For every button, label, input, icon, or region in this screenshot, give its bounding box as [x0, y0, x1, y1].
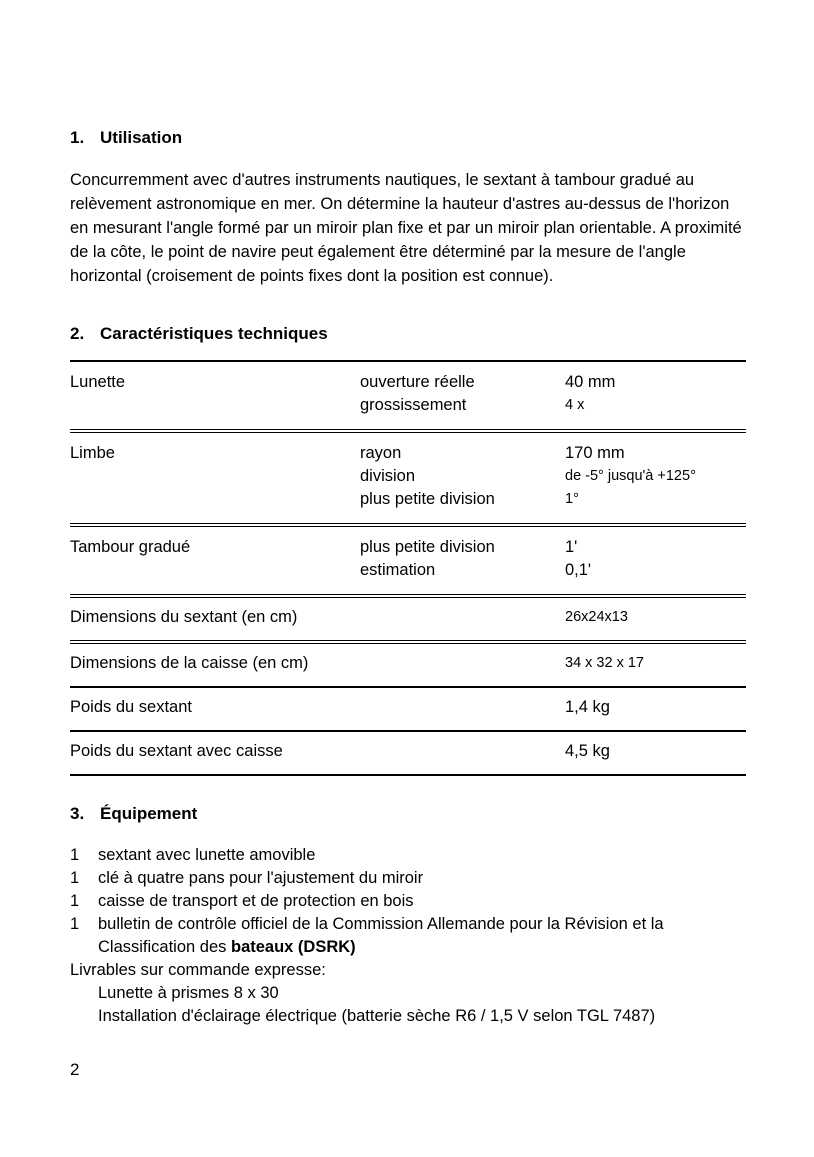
list-item	[70, 890, 746, 913]
row-label: Dimensions de la caisse (en cm)	[70, 654, 309, 672]
row-prop: ouverture réelle	[360, 373, 475, 391]
section-1-paragraph: Concurremment avec d'autres instruments nautiques, le sextant à tambour gradué au relèvement astronomique en mer. On détermine la hauteur d'astres au-dessus de l'horizon en mesurant l'angle formé par un miroir plan fixe et par un miroir plan orientable. A proximité de la côte, le point de navire peut également être déterminé par la mesure de l'angle horizontal (croisement de points fixes dont la position est connue).	[70, 171, 742, 285]
specs-table	[70, 360, 746, 776]
availability-note: Livrables sur commande expresse:	[70, 961, 326, 979]
row-prop: division	[360, 467, 416, 485]
page-number: 2	[70, 1060, 80, 1079]
section-1-number: 1.	[70, 128, 85, 147]
item-text	[98, 913, 746, 959]
row-label: Tambour gradué	[70, 538, 191, 556]
document-content	[70, 0, 746, 1028]
table-row-tambour	[70, 527, 746, 594]
item-text: clé à quatre pans pour l'ajustement du miroir	[98, 869, 424, 887]
section-3-number: 3.	[70, 804, 85, 823]
row-prop: plus petite division	[360, 538, 495, 556]
row-values	[565, 371, 746, 417]
row-value: 40 mm	[565, 373, 616, 391]
section-2-heading	[70, 324, 746, 344]
row-label: Poids du sextant	[70, 698, 192, 716]
item-qty: 1	[70, 869, 80, 887]
row-props	[360, 536, 565, 582]
section-2-number: 2.	[70, 324, 85, 343]
row-value: 4 x	[565, 397, 585, 413]
row-props	[360, 371, 565, 417]
table-row-dimensions-caisse	[70, 644, 746, 686]
row-prop: grossissement	[360, 396, 467, 414]
table-row-dimensions-sextant	[70, 598, 746, 640]
row-prop: plus petite division	[360, 490, 495, 508]
table-row-poids-sextant	[70, 688, 746, 730]
list-item	[70, 844, 746, 867]
item-text: caisse de transport et de protection en bois	[98, 892, 414, 910]
option-item: Lunette à prismes 8 x 30	[98, 984, 279, 1002]
option-item: Installation d'éclairage électrique (batterie sèche R6 / 1,5 V selon TGL 7487)	[98, 1007, 656, 1025]
row-value: 1°	[565, 491, 579, 507]
item-text-normal: bulletin de contrôle officiel de la Commission Allemande pour la Révision et la Classification des	[98, 915, 664, 956]
row-prop: rayon	[360, 444, 402, 462]
item-text-bold: bateaux (DSRK)	[230, 938, 356, 956]
item-qty: 1	[70, 915, 80, 933]
row-value: 0,1'	[565, 561, 592, 579]
item-qty: 1	[70, 892, 80, 910]
section-3-title: Équipement	[100, 804, 198, 823]
list-item	[70, 867, 746, 890]
row-label: Poids du sextant avec caisse	[70, 742, 283, 760]
row-value: 4,5 kg	[565, 742, 610, 760]
section-2-title: Caractéristiques techniques	[100, 324, 328, 343]
item-qty: 1	[70, 846, 80, 864]
row-label: Limbe	[70, 444, 115, 462]
table-row-lunette	[70, 362, 746, 429]
row-props	[360, 442, 565, 511]
row-value: 26x24x13	[565, 609, 628, 625]
row-values	[565, 442, 746, 511]
row-value: 170 mm	[565, 444, 625, 462]
table-rule	[70, 774, 746, 776]
row-label: Lunette	[70, 373, 126, 391]
row-label: Dimensions du sextant (en cm)	[70, 608, 298, 626]
table-row-limbe	[70, 433, 746, 523]
item-text: sextant avec lunette amovible	[98, 846, 316, 864]
row-value: de -5° jusqu'à +125°	[565, 468, 696, 484]
list-item	[70, 913, 746, 959]
section-1-title: Utilisation	[100, 128, 183, 147]
row-values	[565, 536, 746, 582]
row-value: 1,4 kg	[565, 698, 610, 716]
row-value: 34 x 32 x 17	[565, 655, 644, 671]
section-1-heading	[70, 128, 746, 148]
equipment-list	[70, 844, 746, 1028]
section-3-heading	[70, 804, 746, 824]
row-prop: estimation	[360, 561, 436, 579]
row-value: 1'	[565, 538, 578, 556]
table-row-poids-avec-caisse	[70, 732, 746, 774]
